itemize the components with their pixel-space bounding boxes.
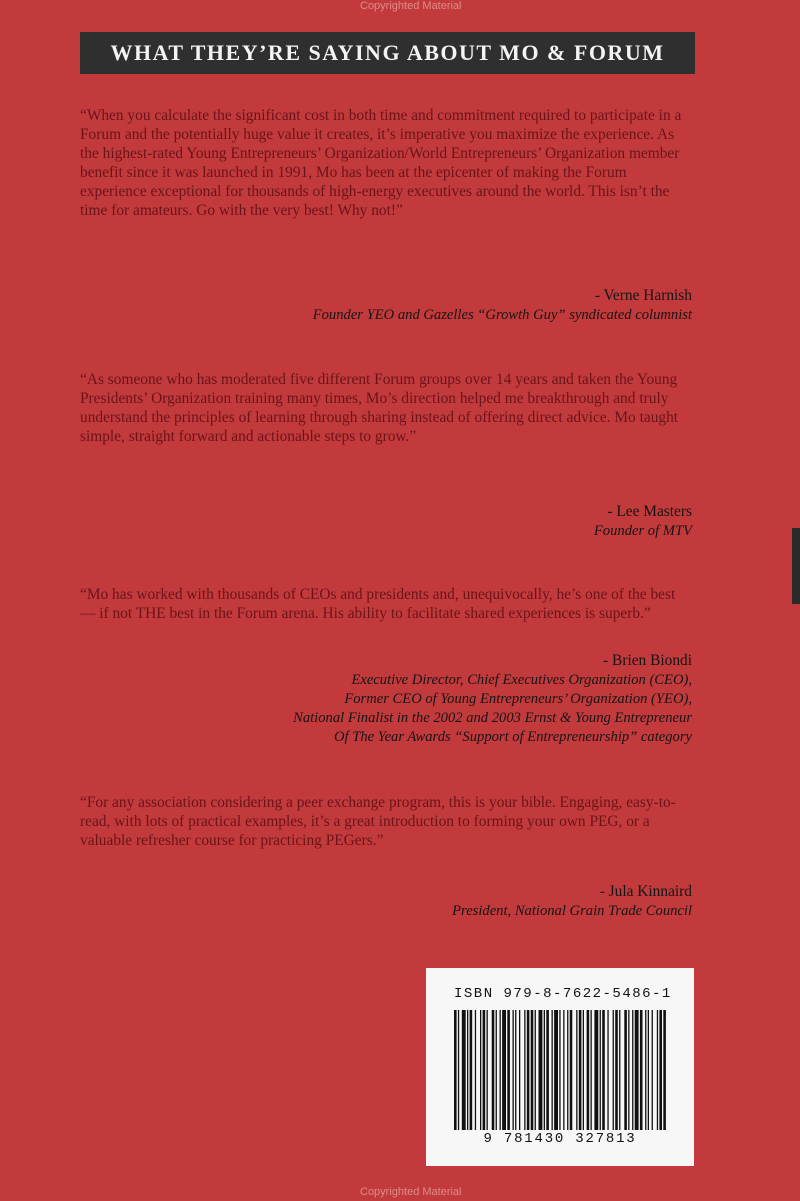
header-band [80,32,695,74]
watermark-top: Copyrighted Material [360,0,462,12]
barcode-bar [640,1010,643,1130]
barcode-bar [500,1010,501,1130]
barcode-bar [632,1010,633,1130]
barcode-bar [507,1010,510,1130]
testimonial-quote: “When you calculate the significant cost in both time and commitment required to participate in a Forum and the potentially huge value it creates, it’s imperative you maximize the experience. As the highest-rated Young Entrepreneurs’ Organization/World Entrepreneurs’ Organization member benefit since it was launched in 1991, Mo has been at the epicenter of making the Forum experience exceptional for thousands of high-energy executives around the world. This isn’t the time for amateurs. Go with the very best! Why not!” [80,107,682,219]
barcode-bar [635,1010,639,1130]
barcode-bar [470,1010,473,1130]
testimonial-role: Founder YEO and Gazelles “Growth Guy” syndicated columnist [312,306,692,323]
barcode-bar [531,1010,534,1130]
watermark-bottom: Copyrighted Material [360,1186,462,1198]
testimonial-author: - Jula Kinnaird [599,883,692,900]
testimonial-attribution [80,503,692,541]
testimonial-author: - Lee Masters [607,503,692,520]
barcode-bar [513,1010,514,1130]
testimonial-role: National Finalist in the 2002 and 2003 Ernst & Young Entrepreneur [293,709,692,726]
testimonial-author: - Verne Harnish [594,287,692,304]
barcode-bar [552,1010,553,1130]
barcode-bar [458,1010,459,1130]
barcode-bar [535,1010,536,1130]
barcode-bar [607,1010,608,1130]
barcode-bar [475,1010,476,1130]
barcode-bar [645,1010,646,1130]
barcode-bar [539,1010,543,1130]
testimonial-role: Former CEO of Young Entrepreneurs’ Organization (YEO), [344,690,692,707]
testimonial-role: Of The Year Awards “Support of Entrepreneurship” category [334,728,692,745]
edge-tab [792,528,800,604]
barcode-box [426,968,694,1166]
barcode-bar [583,1010,584,1130]
barcode-bar [615,1010,618,1130]
barcode-bar [663,1010,666,1130]
page-title: WHAT THEY’RE SAYING ABOUT MO & FORUM [110,40,665,65]
barcode-bar [480,1010,481,1130]
barcode-bar [576,1010,577,1130]
barcode-bar [648,1010,649,1130]
barcode-bar [652,1010,653,1130]
barcode-bar [519,1010,520,1130]
testimonial-attribution [80,287,692,325]
testimonial-quote: “As someone who has moderated five different Forum groups over 14 years and taken the Young Presidents’ Organization training many times, Mo’s direction helped me breakthrough and truly understand the principles of learning through sharing instead of offering direct advice. Mo taught simple, straight forward and actionable steps to grow.” [80,371,679,445]
barcode-bar [567,1010,568,1130]
barcode-bar [587,1010,590,1130]
barcode-bar [619,1010,620,1130]
barcode-bar [591,1010,592,1130]
barcode-bar [544,1010,545,1130]
barcode-bar [496,1010,497,1130]
barcode-bar [515,1010,516,1130]
barcode-bar [524,1010,525,1130]
barcode-bar [659,1010,662,1130]
barcode-graphic [454,1010,666,1130]
barcode-bar [546,1010,549,1130]
isbn-label: ISBN 979-8-7622-5486-1 [454,986,672,1002]
testimonial-attribution [80,652,692,747]
barcode-bar [579,1010,582,1130]
barcode-bar [502,1010,506,1130]
testimonial-author: - Brien Biondi [603,652,692,669]
barcode-bar [492,1010,495,1130]
barcode-bar [570,1010,573,1130]
barcode-bar [483,1010,486,1130]
barcode-bar [467,1010,468,1130]
testimonial-role: Founder of MTV [593,522,692,539]
barcode-digits: 9 781430 327813 [483,1131,637,1147]
barcode-bar [487,1010,488,1130]
barcode-bar [563,1010,564,1130]
barcode-bar [559,1010,560,1130]
testimonial-role: President, National Grain Trade Council [452,902,692,919]
testimonial-quote: “Mo has worked with thousands of CEOs and presidents and, unequivocally, he’s one of the best — if not THE best in the Forum arena. His ability to facilitate shared experiences is superb.” [80,586,676,622]
barcode-bar [613,1010,614,1130]
testimonial-role: Executive Director, Chief Executives Organization (CEO), [351,671,692,688]
barcode-bar [527,1010,530,1130]
barcode-bar [628,1010,629,1130]
barcode-bar [600,1010,601,1130]
testimonial-quote: “For any association considering a peer exchange program, this is your bible. Engaging, easy-to-read, with lots of practical examples, it’s a great introduction to forming your own PEG, or a valuable refresher course for practicing PEGers.” [80,794,676,849]
barcode-bar [624,1010,627,1130]
barcode-bar [602,1010,605,1130]
barcode-bar [657,1010,658,1130]
barcode-bar [554,1010,558,1130]
testimonial-attribution [80,883,692,921]
barcode-bar [594,1010,598,1130]
barcode-bar [454,1010,457,1130]
barcode-bar [462,1010,466,1130]
